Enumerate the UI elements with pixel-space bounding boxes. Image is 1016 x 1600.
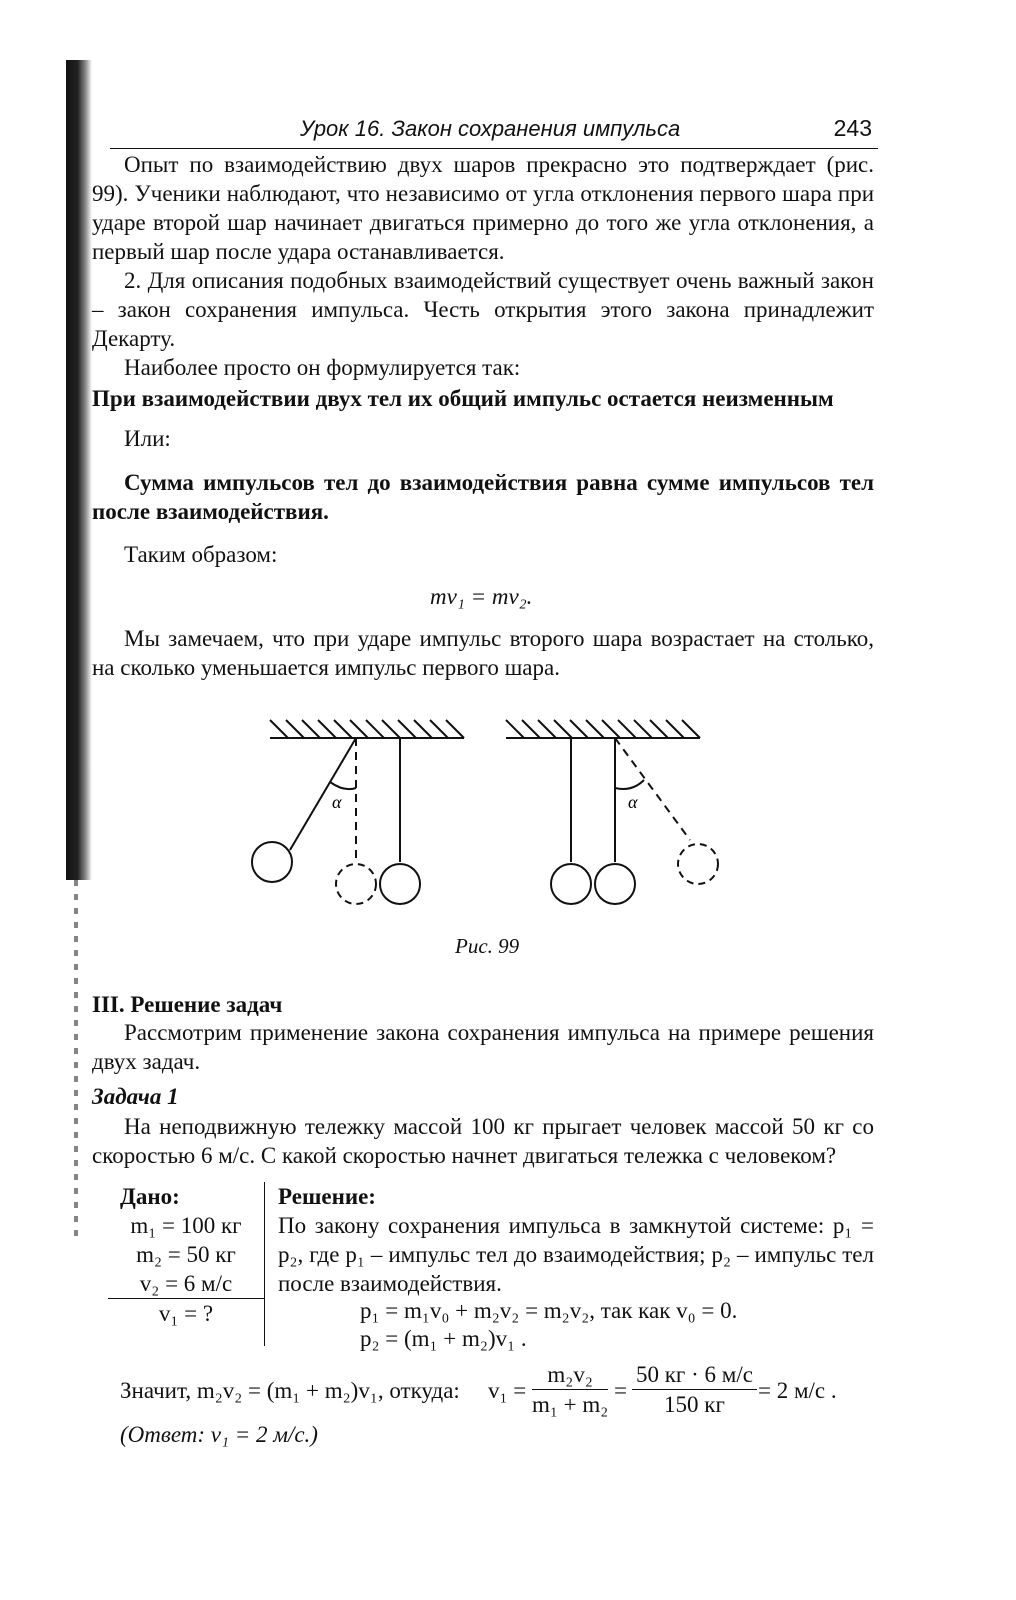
section-intro: Рассмотрим применение закона сохранения импульса на примере решения двух задач.: [92, 1020, 874, 1074]
ceiling-hatch-left: [270, 720, 464, 738]
given-item: v₂ = 6 м/с: [108, 1269, 264, 1299]
given-item: m₂ = 50 кг: [136, 1242, 236, 1267]
equation-p2: p₂ = (m₁ + m₂)v₁ .: [360, 1326, 527, 1351]
paragraph-2: 2. Для описания подобных взаимодействий существует очень важный закон – закон сохранения импульса. Честь открытия этого закона принадлежит Декарту.: [92, 268, 874, 351]
thus-label: Таким образом:: [124, 542, 278, 567]
pendulum-figure: [240, 710, 740, 920]
solution-text: По закону сохранения импульса в замкнутой системе: p₁ = p₂, где p₁ – импульс тел до взаимодействия; p₂ – импульс тел после взаимодействия.: [278, 1213, 874, 1296]
paragraph-3: Наиболее просто он формулируется так:: [124, 355, 521, 380]
answer: (Ответ: v₁ = 2 м/с.): [120, 1422, 318, 1447]
or-label: Или:: [124, 426, 171, 451]
deflected-ball-dashed-right: [678, 844, 718, 884]
momentum-formula: mv₁ = mv₂.: [430, 584, 533, 609]
fraction-symbolic-denominator: m₁ + m₂: [532, 1392, 609, 1417]
fraction-numeric: [632, 1360, 757, 1419]
angle-label-right: α: [628, 792, 638, 812]
angle-arc-left: [330, 782, 356, 789]
section-title: III. Решение задач: [92, 992, 283, 1017]
page-edge-marks: [74, 880, 78, 1240]
page-number: 243: [833, 115, 872, 141]
first-ball-right: [551, 864, 591, 904]
v1-label: v₁ =: [488, 1378, 527, 1403]
rest-ball-dashed-left: [336, 864, 376, 904]
result-value: = 2 м/с .: [758, 1378, 837, 1403]
solution-column: [278, 1182, 874, 1298]
given-column: [108, 1182, 264, 1328]
fraction-numeric-denominator: 150 кг: [664, 1392, 725, 1417]
running-header: [110, 114, 878, 149]
final-calculation: [120, 1360, 880, 1420]
book-spine-shadow: [66, 60, 92, 880]
deflected-string-left: [290, 738, 356, 850]
thus-text: Значит, m₂v₂ = (m₁ + m₂)v₁, откуда:: [120, 1378, 460, 1403]
figure-caption: Рис. 99: [455, 934, 520, 958]
second-ball-left: [380, 864, 420, 904]
text-block-1: [92, 150, 874, 382]
ceiling-hatch-right: [506, 720, 700, 738]
task-text: На неподвижную тележку массой 100 кг прыгает человек массой 50 кг со скоростью 6 м/с. С какой скоростью начнет двигаться тележка с человеком?: [92, 1114, 874, 1168]
solution-header: Решение:: [278, 1184, 376, 1209]
fraction-numeric-numerator: 50 кг · 6 м/с: [632, 1360, 757, 1390]
given-header: Дано:: [120, 1184, 180, 1209]
find-item: v₁ = ?: [158, 1301, 214, 1326]
angle-arc-right: [615, 780, 644, 789]
law-statement-2: Сумма импульсов тел до взаимодействия равна сумме импульсов тел после взаимодействия.: [92, 470, 874, 524]
angle-label-left: α: [332, 792, 342, 812]
equals-sign: =: [614, 1378, 627, 1403]
fraction-symbolic-numerator: m₂v₂: [532, 1360, 608, 1390]
fraction-symbolic: [532, 1360, 608, 1419]
second-ball-right-rest: [595, 864, 635, 904]
paragraph-1: Опыт по взаимодействию двух шаров прекрасно это подтверждает (рис. 99). Ученики наблюдают, что независимо от угла отклонения первого шара при ударе второй шар начинает двигаться примерно до того же угла отклонения, а первый шар после удара останавливается.: [92, 152, 874, 264]
task-title: Задача 1: [92, 1084, 179, 1109]
header-title: Урок 16. Закон сохранения импульса: [300, 116, 681, 141]
deflected-ball-left: [252, 842, 292, 882]
given-divider: [264, 1182, 265, 1346]
given-item: m₁ = 100 кг: [130, 1213, 242, 1238]
equation-p1: p₁ = m₁v₀ + m₂v₂ = m₂v₂, так как v₀ = 0.: [360, 1298, 738, 1323]
paragraph-4: Мы замечаем, что при ударе импульс второго шара возрастает на столько, на сколько уменьшается импульс первого шара.: [92, 626, 874, 680]
law-statement-1: При взаимодействии двух тел их общий импульс остается неизменным: [92, 386, 834, 411]
